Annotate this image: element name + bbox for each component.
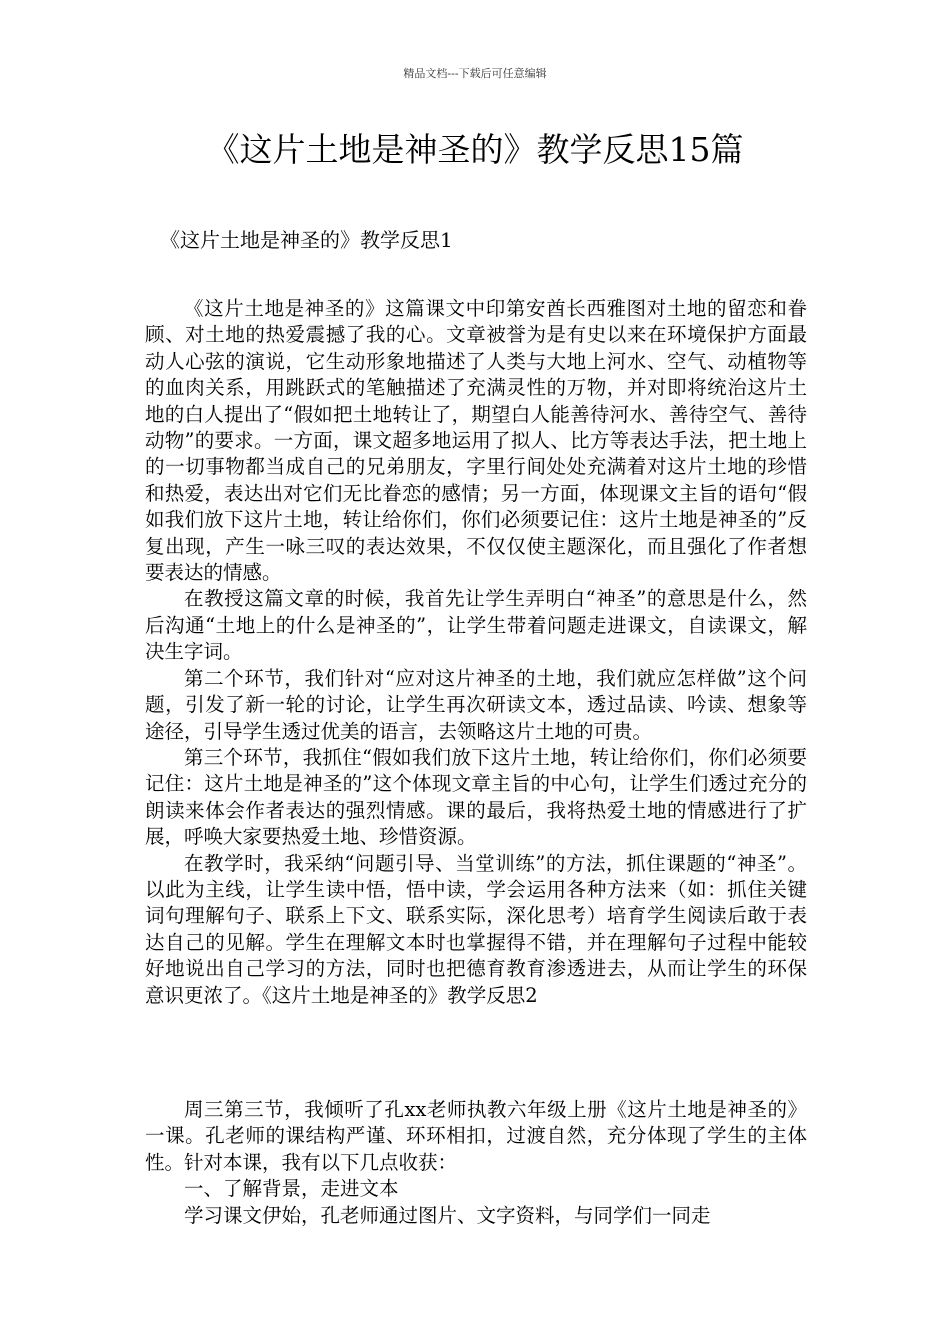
- paragraph: 《这片土地是神圣的》这篇课文中印第安酋长西雅图对土地的留恋和眷顾、对土地的热爱震撼了我的心。文章被誉为是有史以来在环境保护方面最动人心弦的演说，它生动形象地描述了人类与大地上河水、空气、动植物等的血肉关系，用跳跃式的笔触描述了充满灵性的万物，并对即将统治这片土地的白人提出了“假如把土地转让了，期望白人能善待河水、善待空气、善待动物”的要求。一方面，课文超多地运用了拟人、比方等表达手法，把土地上的一切事物都当成自己的兄弟朋友，字里行间处处充满着对这片土地的珍惜和热爱，表达出对它们无比眷恋的感情；另一方面，体现课文主旨的语句“假如我们放下这片土地，转让给你们，你们必须要记住：这片土地是神圣的”反复出现，产生一咏三叹的表达效果，不仅仅使主题深化，而且强化了作者想要表达的情感。: [145, 297, 807, 585]
- section-heading-1: 《这片土地是神圣的》教学反思1: [160, 228, 453, 252]
- reflection-2-body: [145, 1097, 807, 1229]
- paragraph: 学习课文伊始，孔老师通过图片、文字资料，与同学们一同走: [184, 1203, 711, 1227]
- subheading: 一、了解背景，走进文本: [184, 1177, 399, 1201]
- page-header: 精品文档---下载后可任意编辑: [403, 67, 547, 80]
- document-title: 《这片土地是神圣的》教学反思15篇: [206, 130, 744, 169]
- paragraph: 第三个环节，我抓住“假如我们放下这片土地，转让给你们，你们必须要记住：这片土地是神圣的”这个体现文章主旨的中心句，让学生们透过充分的朗读来体会作者表达的强烈情感。课的最后，我将热爱土地的情感进行了扩展，呼唤大家要热爱土地、珍惜资源。: [145, 745, 807, 849]
- paragraph: 在教授这篇文章的时候，我首先让学生弄明白“神圣”的意思是什么，然后沟通“土地上的什么是神圣的”，让学生带着问题走进课文，自读课文，解决生字词。: [145, 587, 807, 664]
- paragraph: 在教学时，我采纳“问题引导、当堂训练”的方法，抓住课题的“神圣”。以此为主线，让学生读中悟，悟中读，学会运用各种方法来（如：抓住关键词句理解句子、联系上下文、联系实际，深化思考）培育学生阅读后敢于表达自己的见解。学生在理解文本时也掌握得不错，并在理解句子过程中能较好地说出自己学习的方法，同时也把德育教育渗透进去，从而让学生的环保意识更浓了。《这片土地是神圣的》教学反思2: [145, 851, 807, 1007]
- reflection-1-body: [145, 296, 807, 1009]
- paragraph: 第二个环节，我们针对“应对这片神圣的土地，我们就应怎样做”这个问题，引发了新一轮的讨论，让学生再次研读文本，透过品读、吟读、想象等途径，引导学生透过优美的语言，去领略这片土地的可贵。: [145, 666, 807, 743]
- paragraph: 周三第三节，我倾听了孔xx老师执教六年级上册《这片土地是神圣的》一课。孔老师的课结构严谨、环环相扣，过渡自然，充分体现了学生的主体性。针对本课，我有以下几点收获：: [145, 1098, 807, 1174]
